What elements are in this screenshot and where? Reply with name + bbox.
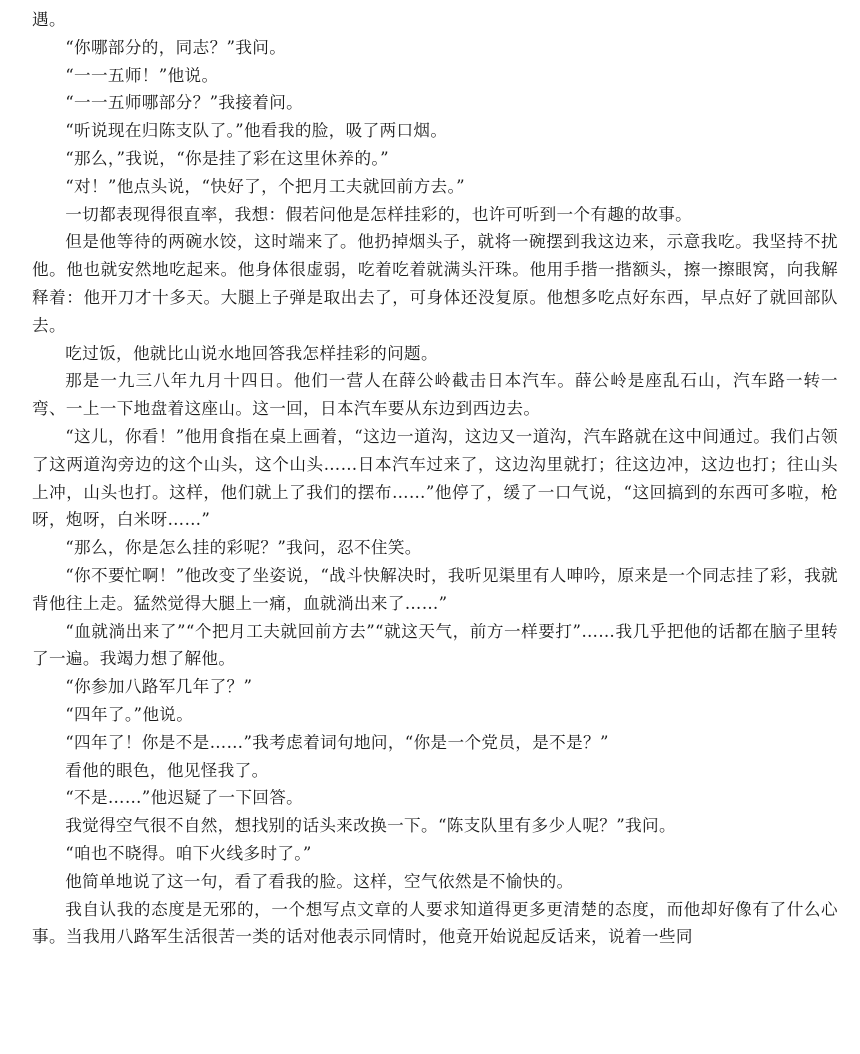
paragraph: “血就淌出来了”“个把月工夫就回前方去”“就这天气，前方一样要打”……我几乎把他的话都在脑子里转了一遍。我竭力想了解他。	[32, 621, 838, 669]
paragraph: “不是……”他迟疑了一下回答。	[65, 788, 304, 808]
paragraph: “你不要忙啊！”他改变了坐姿说，“战斗快解决时，我听见渠里有人呻吟，原来是一个同志挂了彩，我就背他往上走。猛然觉得大腿上一痛，血就淌出来了……”	[32, 565, 838, 613]
paragraph: “听说现在归陈支队了。”他看我的脸，吸了两口烟。	[65, 121, 448, 141]
paragraph: 他简单地说了这一句，看了看我的脸。这样，空气依然是不愉快的。	[65, 871, 574, 891]
paragraph: “咱也不晓得。咱下火线多时了。”	[65, 843, 312, 863]
paragraph: “一一五师！”他说。	[65, 65, 219, 85]
paragraph: “四年了。”他说。	[65, 704, 194, 724]
paragraph: 我觉得空气很不自然，想找别的话头来改换一下。“陈支队里有多少人呢？”我问。	[65, 816, 676, 836]
paragraph: 但是他等待的两碗水饺，这时端来了。他扔掉烟头子，就将一碗摆到我这边来，示意我吃。我坚持不扰他。他也就安然地吃起来。他身体很虚弱，吃着吃着就满头汗珠。他用手揩一揩额头，擦一擦眼窝，向我解释着：他开刀才十多天。大腿上子弹是取出去了，可身体还没复原。他想多吃点好东西，早点好了就回部队去。	[32, 232, 838, 335]
paragraph: “那么，你是怎么挂的彩呢？”我问，忍不住笑。	[65, 538, 422, 558]
paragraph: “这儿，你看！”他用食指在桌上画着，“这边一道沟，这边又一道沟，汽车路就在这中间通过。我们占领了这两道沟旁边的这个山头，这个山头……日本汽车过来了，这边沟里就打；往这边冲，这边也打；往山头上冲，山头也打。这样，他们就上了我们的摆布……”他停了，缓了一口气说，“这回搞到的东西可多啦，枪呀，炮呀，白米呀……”	[32, 426, 838, 530]
paragraph: “一一五师哪部分？”我接着问。	[65, 93, 304, 113]
paragraph: 看他的眼色，他见怪我了。	[65, 760, 269, 780]
paragraph: “你参加八路军几年了？”	[65, 677, 253, 697]
paragraph: 吃过饭，他就比山说水地回答我怎样挂彩的问题。	[65, 343, 438, 363]
story-text	[32, 6, 838, 951]
paragraph: “四年了！你是不是……”我考虑着词句地问，“你是一个党员，是不是？”	[65, 732, 609, 752]
paragraph: “那么，”我说，“你是挂了彩在这里休养的。”	[65, 148, 389, 168]
paragraph: 那是一九三八年九月十四日。他们一营人在薛公岭截击日本汽车。薛公岭是座乱石山，汽车路一转一弯、一上一下地盘着这座山。这一回，日本汽车要从东边到西边去。	[32, 371, 838, 419]
paragraph: “你哪部分的，同志？”我问。	[65, 37, 287, 57]
paragraph: 我自认我的态度是无邪的，一个想写点文章的人要求知道得更多更清楚的态度，而他却好像有了什么心事。当我用八路军生活很苦一类的话对他表示同情时，他竟开始说起反话来，说着一些同	[32, 899, 838, 947]
paragraph-continuation: 遇。	[32, 10, 66, 29]
paragraph: 一切都表现得很直率，我想：假若问他是怎样挂彩的，也许可听到一个有趣的故事。	[65, 204, 693, 224]
paragraph: “对！”他点头说，“快好了，个把月工夫就回前方去。”	[65, 176, 465, 196]
